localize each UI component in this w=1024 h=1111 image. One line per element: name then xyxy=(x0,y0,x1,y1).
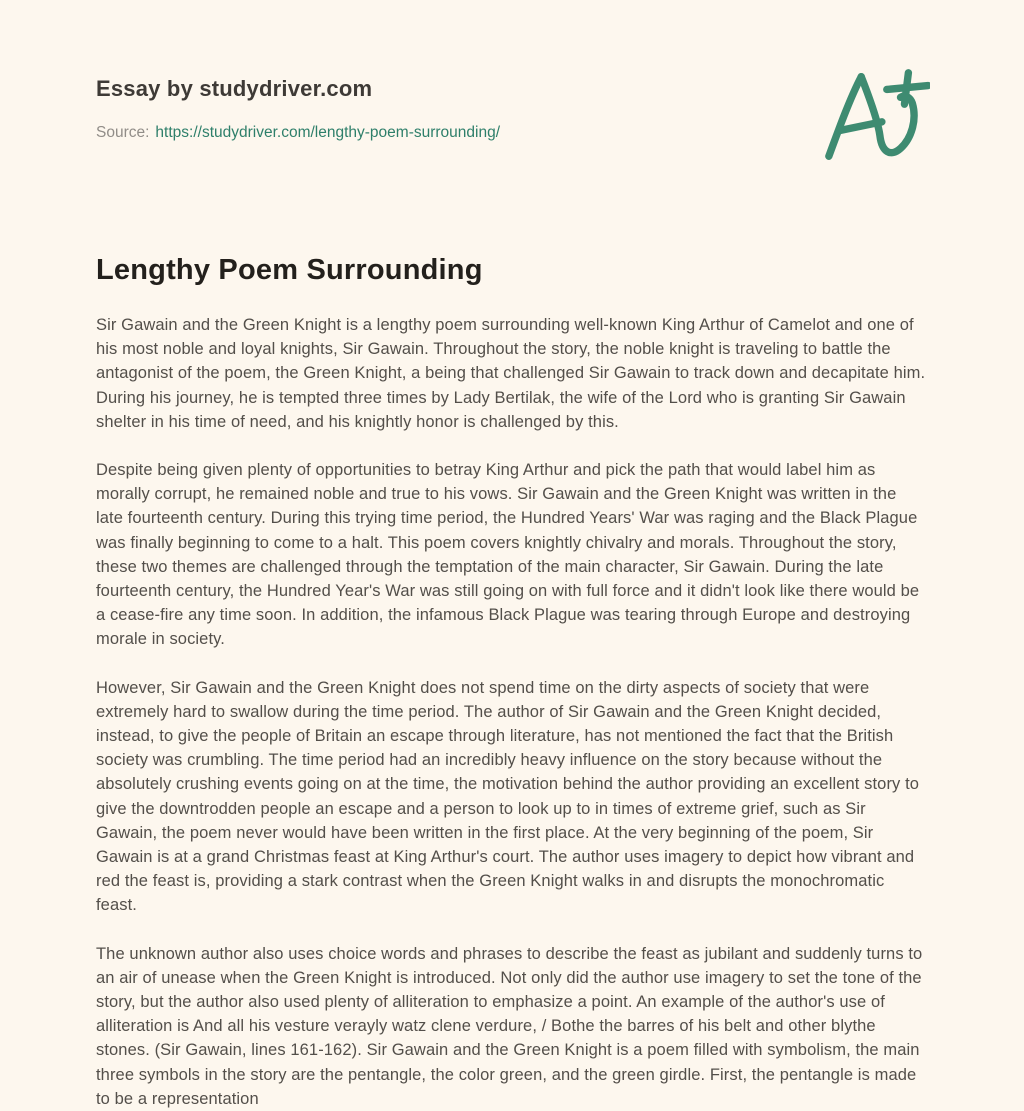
byline: Essay by studydriver.com xyxy=(96,76,373,101)
essay-paragraph-2: Despite being given plenty of opportunities to betray King Arthur and pick the path that would label him as morally corrupt, he remained noble and true to his vows. Sir Gawain and the Green Knight was written in the late fourteenth century. During this trying time period, the Hundred Years' War was raging and the Black Plague was finally beginning to come to a halt. This poem covers knightly chivalry and morals. Throughout the story, these two themes are challenged through the temptation of the main character, Sir Gawain. During the late fourteenth century, the Hundred Year's War was still going on with full force and it didn't look like there would be a cease-fire any time soon. In addition, the infamous Black Plague was tearing through Europe and destroying morale in society. xyxy=(96,461,920,649)
a-plus-logo xyxy=(820,64,930,166)
source-link[interactable]: https://studydriver.com/lengthy-poem-surrounding/ xyxy=(155,124,501,141)
page-title: Lengthy Poem Surrounding xyxy=(96,254,483,286)
essay-paragraph-1: Sir Gawain and the Green Knight is a lengthy poem surrounding well-known King Arthur of Camelot and one of his most noble and loyal knights, Sir Gawain. Throughout the story, the noble knight is traveling to battle the antagonist of the poem, the Green Knight, a being that challenged Sir Gawain to track down and decapitate him. During his journey, he is tempted three times by Lady Bertilak, the wife of the Lord who is granting Sir Gawain shelter in his time of need, and his knightly honor is challenged by this. xyxy=(96,316,926,431)
essay-content xyxy=(96,254,927,1111)
essay-paragraph-4: The unknown author also uses choice words and phrases to describe the feast as jubilant and suddenly turns to an air of unease when the Green Knight is introduced. Not only did the author use imagery to set the tone of the story, but the author also used plenty of alliteration to emphasize a point. An example of the author's use of alliteration is And all his vesture verayly watz clene verdure, / Bothe the barres of his belt and other blythe stones. (Sir Gawain, lines 161-162). Sir Gawain and the Green Knight is a poem filled with symbolism, the main three symbols in the story are the pentangle, the color green, and the green girdle. First, the pentangle is made to be a representation xyxy=(96,944,923,1108)
source-label: Source: xyxy=(96,124,150,141)
essay-paragraph-3: However, Sir Gawain and the Green Knight does not spend time on the dirty aspects of society that were extremely hard to swallow during the time period. The author of Sir Gawain and the Green Knight decided, instead, to give the people of Britain an escape through literature, has not mentioned the fact that the British society was crumbling. The time period had an incredibly heavy influence on the story because without the absolutely crushing events going on at the time, the motivation behind the author providing an excellent story to give the downtrodden people an escape and a person to look up to in times of extreme grief, such as Sir Gawain, the poem never would have been written in the first place. At the very beginning of the poem, Sir Gawain is at a grand Christmas feast at King Arthur's court. The author uses imagery to depict how vibrant and red the feast is, providing a stark contrast when the Green Knight walks in and disrupts the monochromatic feast. xyxy=(96,678,920,915)
page-header xyxy=(96,76,927,142)
source-row xyxy=(96,124,927,142)
